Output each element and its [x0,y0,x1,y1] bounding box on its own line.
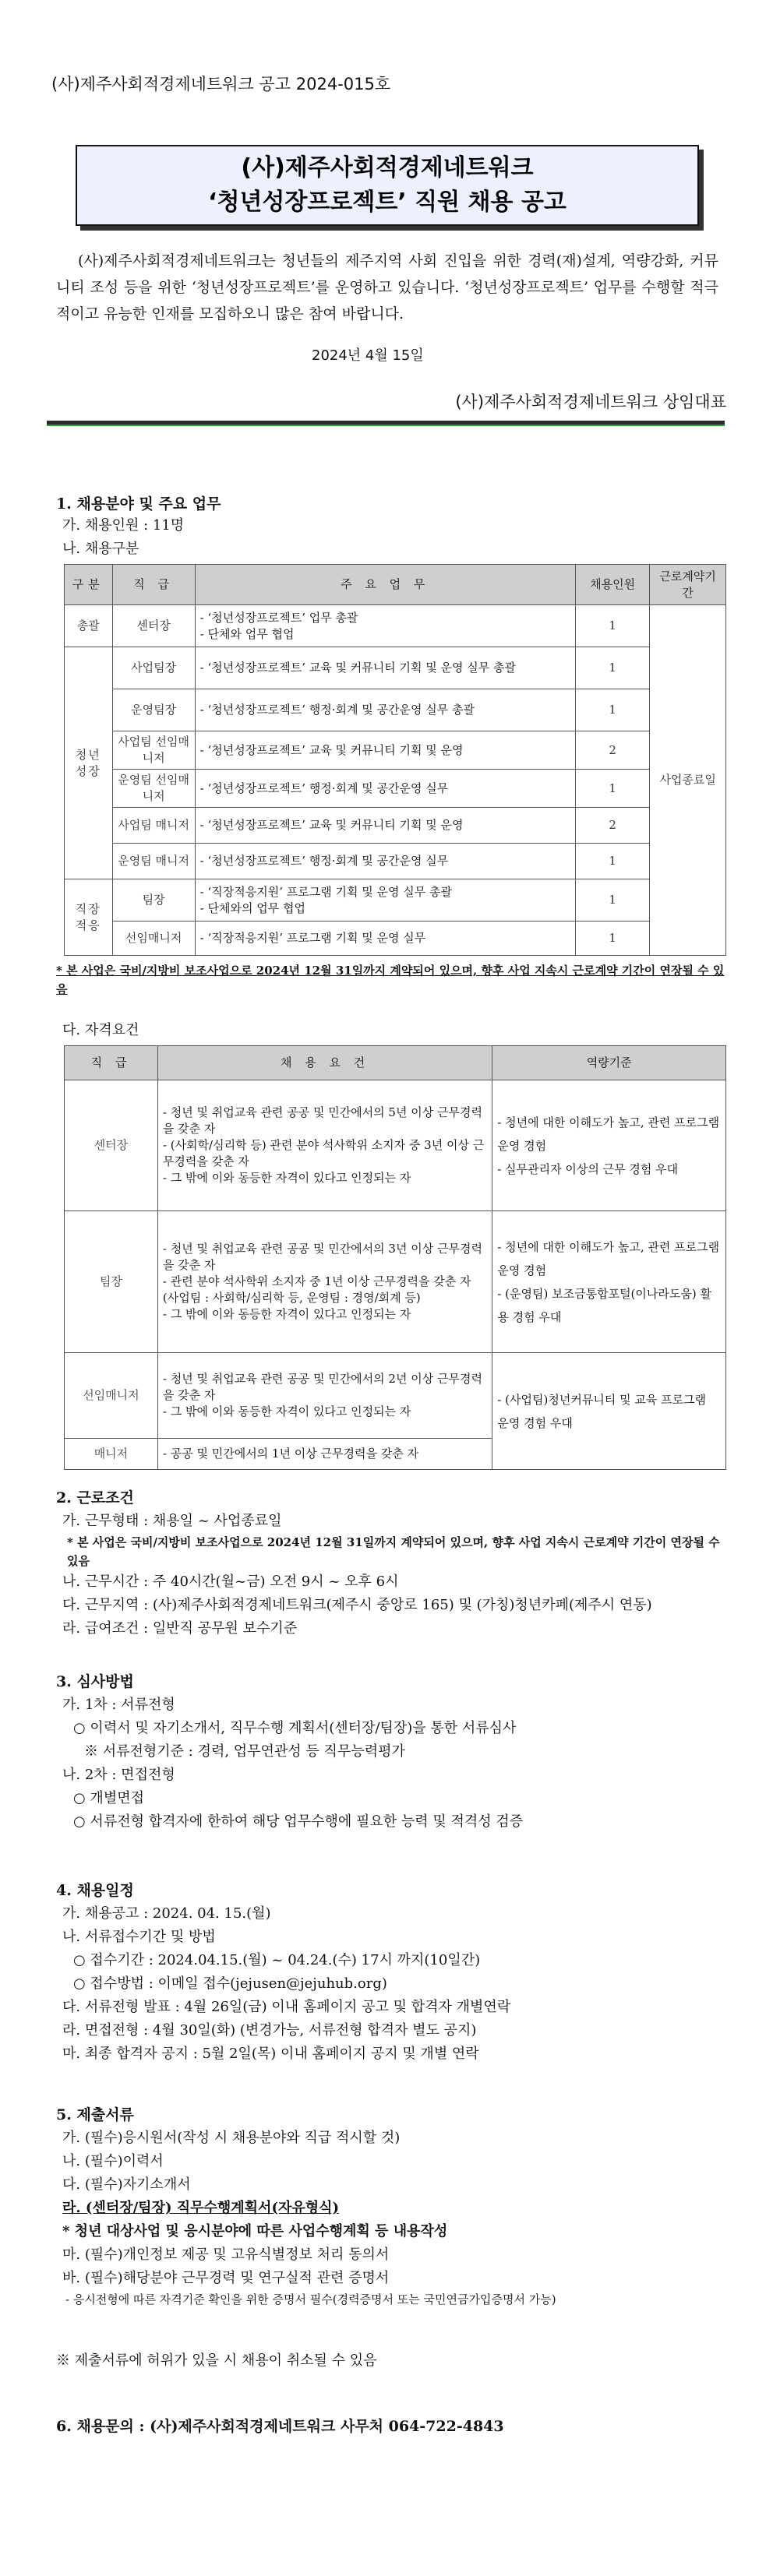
signatory: (사)제주사회적경제네트워크 상임대표 [455,393,726,411]
section2-body [62,1510,725,1640]
table-cell-rank: 운영팀 선임매니저 [112,770,195,808]
section3-line: ○ 개별면접 [73,1790,144,1806]
section4-line: 라. 면접전형 : 4월 30일(화) (변경가능, 서류전형 합격자 별도 공지) [62,2022,477,2039]
qual-cell-rank: 센터장 [65,1080,158,1211]
title-box [76,145,699,226]
section6-title: 6. 채용문의 : (사)제주사회적경제네트워크 사무처 064-722-4843 [56,2418,504,2435]
section4-title: 4. 채용일정 [56,1882,134,1899]
table-cell-rank: 선임매니저 [112,922,195,956]
qual-cell-req: - 청년 및 취업교육 관련 공공 및 민간에서의 2년 이상 근무경력을 갖춘 자 - 그 밖에 이와 동등한 자격이 있다고 인정되는 자 [157,1353,492,1439]
table-cell-count: 2 [575,808,650,844]
section5-line: 라. (센터장/팀장) 직무수행계획서(자유형식) [62,2200,340,2216]
section1-a: 가. 채용인원 : 11명 [62,517,185,534]
section5-line: 가. (필수)응시원서(작성 시 채용분야와 직급 적시할 것) [62,2130,401,2146]
section2-line: 가. 근무형태 : 채용일 ~ 사업종료일 [62,1513,282,1529]
table-cell-rank: 운영팀 매니저 [112,844,195,879]
section2-line: 라. 급여조건 : 일반직 공무원 보수기준 [62,1620,298,1637]
qual-cell-rank: 선임매니저 [65,1353,158,1439]
section5-warning: ※ 제출서류에 허위가 있을 시 채용이 취소될 수 있음 [56,2352,377,2369]
table-cell-duty: - ‘청년성장프로젝트’ 교육 및 커뮤니티 기획 및 운영 [195,808,575,844]
col-header-count: 채용인원 [575,565,650,605]
section3-line: 나. 2차 : 면접전형 [62,1767,175,1783]
table-cell-count: 1 [575,647,650,689]
qual-cell-cap: - 청년에 대한 이해도가 높고, 관련 프로그램 운영 경험 - (운영팀) 보조금통합포털(이나라도움) 활용 경험 우대 [492,1211,726,1353]
section5-line: 나. (필수)이력서 [62,2153,164,2169]
section2-note: * 본 사업은 국비/지방비 보조사업으로 2024년 12월 31일까지 계약되어 있으며, 향후 사업 지속시 근로계약 기간이 연장될 수 있음 [67,1535,720,1568]
table-cell-group: 청년성장 [65,647,113,879]
table-cell-count: 2 [575,731,650,770]
table-cell-duty: - ‘청년성장프로젝트’ 교육 및 커뮤니티 기획 및 운영 [195,731,575,770]
table-cell-count: 1 [575,605,650,647]
section5-line: 다. (필수)자기소개서 [62,2176,191,2193]
table-cell-rank: 팀장 [112,879,195,922]
table-cell-duty: - ‘청년성장프로젝트’ 행정·회계 및 공간운영 실무 [195,844,575,879]
title-line-1: (사)제주사회적경제네트워크 [241,154,534,181]
table-cell-duty: - ‘직장적응지원’ 프로그램 기획 및 운영 실무 [195,922,575,956]
section2-title: 2. 근로조건 [56,1489,134,1506]
section5-line: 마. (필수)개인정보 제공 및 고유식별정보 처리 동의서 [62,2247,390,2263]
qual-cell-cap: - 청년에 대한 이해도가 높고, 관련 프로그램 운영 경험 - 실무관리자 이상의 근무 경험 우대 [492,1080,726,1211]
section4-line: 나. 서류접수기간 및 방법 [62,1929,216,1945]
table-cell-duty: - ‘청년성장프로젝트’ 교육 및 커뮤니티 기획 및 운영 실무 총괄 [195,647,575,689]
table-cell-count: 1 [575,922,650,956]
qual-cell-req: - 청년 및 취업교육 관련 공공 및 민간에서의 5년 이상 근무경력을 갖춘 자 - (사회학/심리학 등) 관련 분야 석사학위 소지자 중 3년 이상 근무경력을 갖춘 자 - 그 밖에 이와 동등한 자격이 있다고 인정되는 자 [157,1080,492,1211]
section4-line: 마. 최종 합격자 공지 : 5월 2일(목) 이내 홈페이지 공지 및 개별 연락 [62,2046,479,2062]
qual-cell-req: - 청년 및 취업교육 관련 공공 및 민간에서의 3년 이상 근무경력을 갖춘 자 - 관련 분야 석사학위 소지자 중 1년 이상 근무경력을 갖춘 자 (사업팀 : 사회학/심리학 등, 운영팀 : 경영/회계 등) - 그 밖에 이와 동등한 자격이 있다고 인정되는 자 [157,1211,492,1353]
section4-line: 가. 채용공고 : 2024. 04. 15.(월) [62,1905,271,1922]
section3-title: 3. 심사방법 [56,1673,134,1690]
col-header-rank: 직 급 [112,565,195,605]
table-cell-group: 총괄 [65,605,113,647]
section3-line: ※ 서류전형기준 : 경력, 업무연관성 등 직무능력평가 [84,1743,405,1760]
section5-line: 바. (필수)해당분야 근무경력 및 연구실적 관련 증명서 [62,2270,390,2286]
header-divider [47,421,725,426]
qualification-table [64,1045,726,1470]
col-header-group: 구분 [65,565,113,605]
col-header-duty: 주 요 업 무 [195,565,575,605]
recruitment-table [64,564,726,956]
col-header-contract: 근로계약기간 [650,565,726,605]
table-cell-rank: 운영팀장 [112,689,195,731]
intro-paragraph: (사)제주사회적경제네트워크는 청년들의 제주지역 사회 진입을 위한 경력(재)설계, 역량강화, 커뮤니티 조성 등을 위한 ‘청년성장프로젝트’를 운영하고 있습니다. ‘청년성장프로젝트’ 업무를 수행할 적극적이고 유능한 인재를 모집하오니 많은 참여 바랍니다. [56,252,718,322]
table-cell-group: 직장적응 [65,879,113,956]
section5-body [62,2127,725,2309]
section2-line: 다. 근무지역 : (사)제주사회적경제네트워크(제주시 중앙로 165) 및 (가칭)청년카페(제주시 연동) [62,1597,652,1613]
section3-line: ○ 서류전형 합격자에 한하여 해당 업무수행에 필요한 능력 및 적격성 검증 [73,1813,524,1830]
qual-header-req: 채 용 요 건 [157,1046,492,1080]
notice-number: (사)제주사회적경제네트워크 공고 2024-015호 [51,75,391,93]
table-cell-rank: 사업팀장 [112,647,195,689]
table-cell-count: 1 [575,770,650,808]
table-cell-duty: - ‘청년성장프로젝트’ 업무 총괄 - 단체와 업무 협업 [195,605,575,647]
section5-title: 5. 제출서류 [56,2106,134,2123]
section3-line: ○ 이력서 및 자기소개서, 직무수행 계획서(센터장/팀장)을 통한 서류심사 [73,1720,517,1736]
section4-line: ○ 접수방법 : 이메일 접수(jejusen@jejuhub.org) [73,1975,387,1992]
table-cell-duty: - ‘청년성장프로젝트’ 행정·회계 및 공간운영 실무 [195,770,575,808]
table-cell-contract: 사업종료일 [650,605,726,956]
notice-date: 2024년 4월 15일 [312,347,424,364]
title-line-2: ‘청년성장프로젝트’ 직원 채용 공고 [208,189,567,216]
section5-note: * 청년 대상사업 및 응시분야에 따른 사업수행계획 등 내용작성 [62,2223,448,2239]
qual-cell-cap: - (사업팀)청년커뮤니티 및 교육 프로그램 운영 경험 우대 [492,1353,726,1470]
qual-cell-req: - 공공 및 민간에서의 1년 이상 근무경력을 갖춘 자 [157,1439,492,1470]
section1-title: 1. 채용분야 및 주요 업무 [56,495,221,513]
table-cell-count: 1 [575,689,650,731]
section1-note: * 본 사업은 국비/지방비 보조사업으로 2024년 12월 31일까지 계약되어 있으며, 향후 사업 지속시 근로계약 기간이 연장될 수 있음 [56,964,725,996]
table-cell-duty: - ‘직장적응지원’ 프로그램 기획 및 운영 실무 총괄 - 단체와의 업무 협업 [195,879,575,922]
table-cell-duty: - ‘청년성장프로젝트’ 행정·회계 및 공간운영 실무 총괄 [195,689,575,731]
section3-body [62,1693,725,1834]
table-cell-count: 1 [575,844,650,879]
section4-line: 다. 서류전형 발표 : 4월 26일(금) 이내 홈페이지 공고 및 합격자 개별연락 [62,1999,511,2015]
section1-c: 다. 자격요건 [62,1022,139,1038]
section4-body [62,1902,725,2066]
qual-cell-rank: 매니저 [65,1439,158,1470]
table-cell-rank: 사업팀 선임매니저 [112,731,195,770]
table-cell-rank: 사업팀 매니저 [112,808,195,844]
section1-b: 나. 채용구분 [62,541,139,557]
qual-cell-rank: 팀장 [65,1211,158,1353]
section5-line: - 응시전형에 따른 자격기준 확인을 위한 증명서 필수(경력증명서 또는 국민연금가입증명서 가능) [65,2292,556,2306]
section4-line: ○ 접수기간 : 2024.04.15.(월) ~ 04.24.(수) 17시 까지(10일간) [73,1952,481,1968]
table-cell-rank: 센터장 [112,605,195,647]
qual-header-cap: 역량기준 [492,1046,726,1080]
section3-line: 가. 1차 : 서류전형 [62,1697,175,1713]
table-cell-count: 1 [575,879,650,922]
qual-header-rank: 직 급 [65,1046,158,1080]
section2-line: 나. 근무시간 : 주 40시간(월~금) 오전 9시 ~ 오후 6시 [62,1573,399,1590]
